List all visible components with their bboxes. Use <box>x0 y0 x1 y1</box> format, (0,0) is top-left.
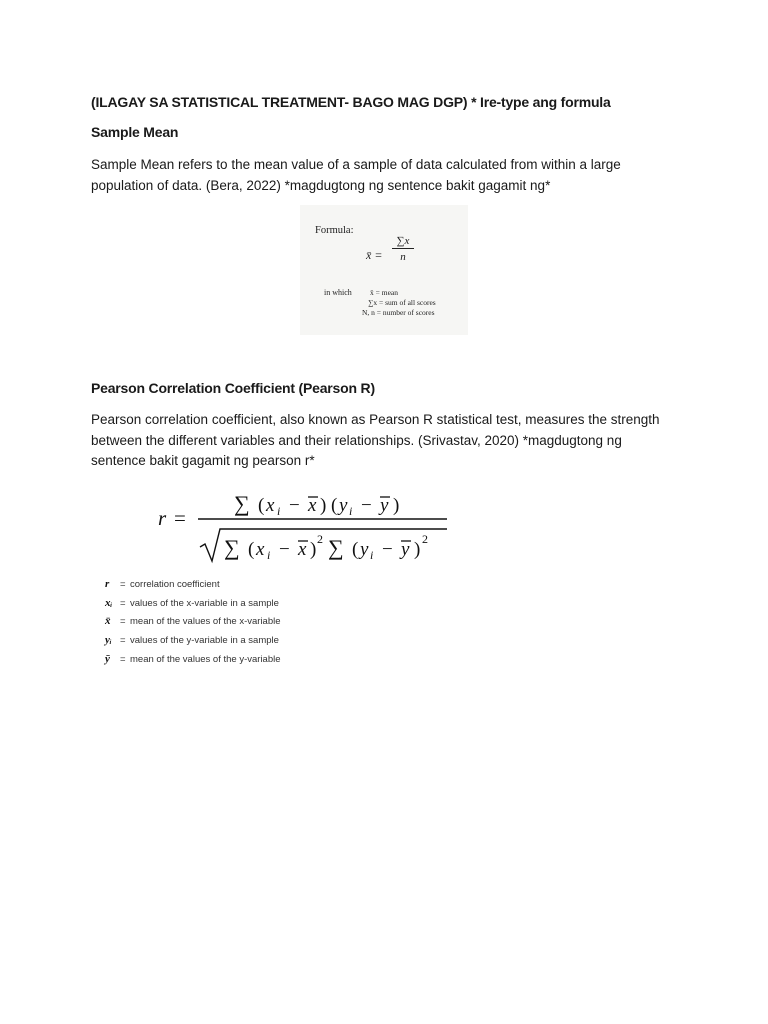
paragraph-line: Sample Mean refers to the mean value of a sample of data calculated from within a large <box>91 157 621 172</box>
sample-mean-paragraph <box>91 155 691 196</box>
svg-text:x: x <box>308 495 317 516</box>
svg-text:x: x <box>256 539 265 560</box>
svg-text:−: − <box>361 495 372 516</box>
pearson-legend <box>105 578 365 671</box>
svg-text:−: − <box>279 539 290 560</box>
svg-text:y: y <box>339 495 348 516</box>
svg-text:∑: ∑ <box>328 535 344 560</box>
svg-text:): ) <box>393 495 400 516</box>
legend-equals: = <box>120 616 126 628</box>
document-title: (ILAGAY SA STATISTICAL TREATMENT- BAGO MAG DGP) * Ire-type ang formula <box>91 94 611 110</box>
legend-row <box>105 597 365 616</box>
svg-text:y: y <box>380 495 389 516</box>
svg-text:x: x <box>266 495 275 516</box>
svg-text:(: ( <box>248 539 255 560</box>
svg-text:2: 2 <box>422 532 428 546</box>
definition-n: N, n = number of scores <box>362 308 435 317</box>
legend-text: values of the y-variable in a sample <box>130 635 279 647</box>
svg-text:i: i <box>349 504 353 518</box>
legend-row <box>105 634 365 653</box>
sample-mean-formula-image <box>300 205 468 335</box>
svg-text:y: y <box>360 539 369 560</box>
svg-text:): ) <box>320 495 327 516</box>
svg-text:−: − <box>382 539 393 560</box>
legend-text: correlation coefficient <box>130 579 220 590</box>
svg-text:∑: ∑ <box>224 535 240 560</box>
svg-text:x: x <box>298 539 307 560</box>
svg-text:i: i <box>277 504 281 518</box>
legend-symbol: yᵢ <box>105 634 112 647</box>
legend-equals: = <box>120 579 126 590</box>
svg-text:): ) <box>414 539 421 560</box>
legend-text: values of the x-variable in a sample <box>130 597 279 609</box>
paragraph-line: population of data. (Bera, 2022) *magdugtong ng sentence bakit gagamit ng* <box>91 177 551 193</box>
legend-text: mean of the values of the x-variable <box>130 616 281 628</box>
svg-text:): ) <box>310 539 317 560</box>
legend-equals: = <box>120 653 126 665</box>
in-which-label: in which <box>324 288 352 297</box>
pearson-heading: Pearson Correlation Coefficient (Pearson R) <box>91 380 375 396</box>
svg-text:(: ( <box>352 539 359 560</box>
definition-mean: x̄ = mean <box>370 288 398 297</box>
formula-numerator: ∑x <box>396 235 410 247</box>
svg-text:y: y <box>401 539 410 560</box>
paragraph-line: Pearson correlation coefficient, also known as Pearson R statistical test, measures the strength <box>91 412 660 427</box>
svg-text:(: ( <box>331 495 338 516</box>
sample-mean-heading: Sample Mean <box>91 124 179 140</box>
legend-row <box>105 653 365 672</box>
svg-text:2: 2 <box>317 532 323 546</box>
legend-row <box>105 615 365 634</box>
svg-text:i: i <box>267 548 271 562</box>
svg-text:r: r <box>158 506 167 530</box>
legend-text: mean of the values of the y-variable <box>130 653 281 665</box>
svg-text:−: − <box>289 495 300 516</box>
svg-text:=: = <box>174 506 186 530</box>
legend-symbol: xᵢ <box>105 596 113 609</box>
svg-text:i: i <box>370 548 374 562</box>
legend-symbol: r <box>105 578 110 590</box>
pearson-formula-svg <box>150 485 460 570</box>
definition-sum: ∑x = sum of all scores <box>368 298 436 307</box>
formula-denominator: n <box>400 251 406 263</box>
legend-row <box>105 578 365 597</box>
legend-equals: = <box>120 597 126 609</box>
paragraph-line: between the different variables and their relationships. (Srivastav, 2020) *magdugtong ng <box>91 432 622 448</box>
legend-symbol: x̄ <box>105 615 111 628</box>
pearson-paragraph <box>91 410 691 472</box>
paragraph-line: sentence bakit gagamit ng pearson r* <box>91 453 315 468</box>
legend-equals: = <box>120 635 126 647</box>
svg-text:∑: ∑ <box>234 491 250 516</box>
pearson-formula-image <box>150 485 460 570</box>
formula-lhs: x̄ = <box>366 248 383 262</box>
svg-text:(: ( <box>258 495 265 516</box>
formula-fraction <box>392 235 414 263</box>
legend-symbol: ȳ <box>105 652 110 665</box>
formula-label: Formula: <box>315 225 354 236</box>
